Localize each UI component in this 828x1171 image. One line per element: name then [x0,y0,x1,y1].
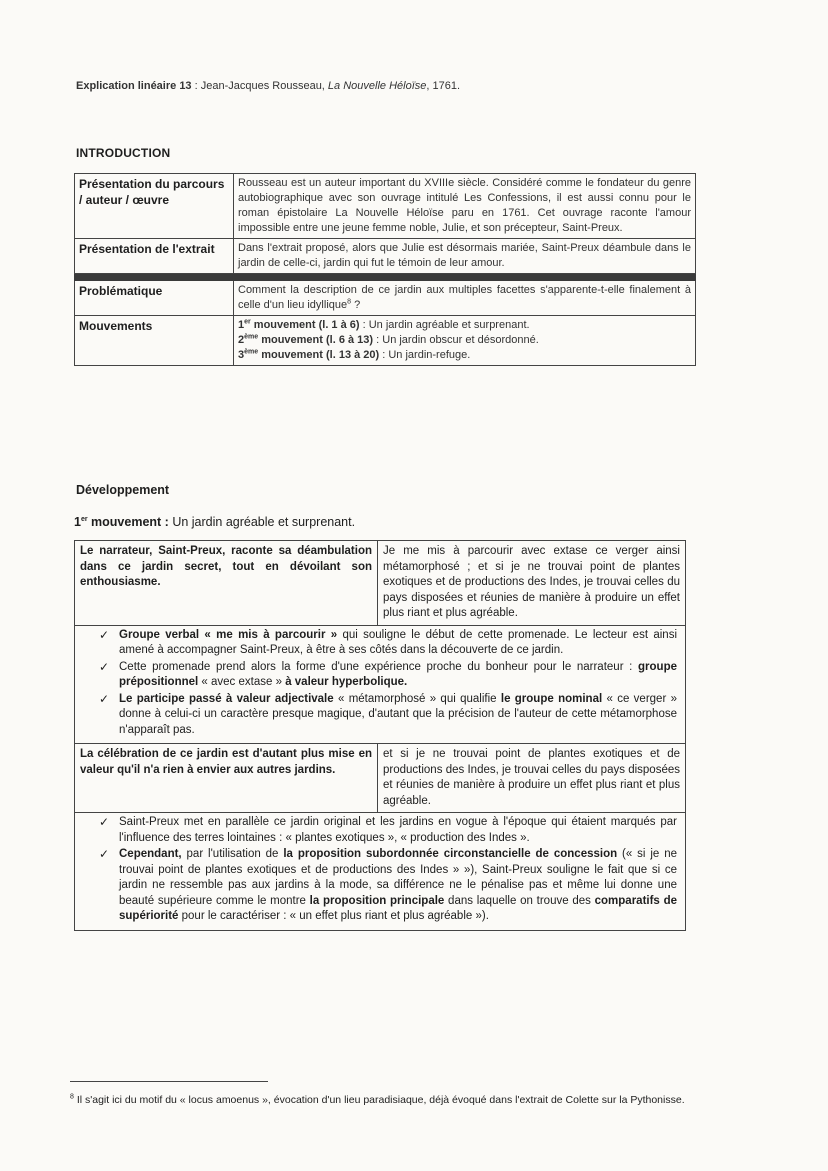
row-text: Rousseau est un auteur important du XVIIIe siècle. Considéré comme le fondateur du genre autobiographique avec son ouvrage intitulé Les Confessions, il est aussi connu pour le roman épistolaire La Nouvelle Héloïse paru en 1761. Cet ouvrage raconte l'amour impossible entre une jeune femme noble, Julie, et son précepteur, Saint-Preux. [234,174,696,239]
item-text: « avec extase » [198,676,286,688]
dark-band-row [75,274,696,281]
table-row [75,281,696,316]
row-label: Problématique [75,281,234,316]
table-row [75,316,696,366]
checkmark-icon: ✓ [99,815,110,829]
movement-text: : Un jardin obscur et désordonné. [373,334,539,346]
item-text: Saint-Preux met en parallèle ce jardin original et les jardins en vogue à l'époque qui étaient marqués par l'influence des terres lointaines : « plantes exotiques », « production des Indes ». [119,816,677,844]
row-text: Dans l'extrait proposé, alors que Julie est désormais mariée, Saint-Preux déambule dans le jardin de celle-ci, jardin qui fut le témoin de leur amour. [234,239,696,274]
list-item [85,692,677,739]
bullet-list [85,815,677,925]
analysis-claim: Le narrateur, Saint-Preux, raconte sa déambulation dans ce jardin secret, tout en dévoilant son enthousiasme. [75,541,378,626]
analysis-bullets [75,625,686,744]
movement-text: Un jardin agréable et surprenant. [168,515,356,529]
checkmark-icon: ✓ [99,659,110,674]
table-row [75,541,686,626]
problematic-text: Comment la description de ce jardin aux multiples facettes s'apparente-t-elle finalement à celle d'un lieu idyllique [238,284,691,311]
movement-head: mouvement (l. 1 à 6) [250,319,360,331]
table-row [75,239,696,274]
analysis-table [74,540,686,931]
footnote-text: Il s'agit ici du motif du « locus amoenus », évocation d'un lieu paradisiaque, déjà évoqué dans l'extrait de Colette sur la Pythonisse. [73,1094,685,1106]
movement-num: 2 [238,334,245,346]
movement-num: 1 [74,515,81,529]
bold-text: la proposition principale [309,894,445,907]
bullet-list [85,628,677,739]
dark-band [234,274,696,281]
list-item [85,660,677,691]
movement-num: 3 [238,349,245,361]
item-text: (« si je ne trouvai point de plantes exotiques et de productions des Indes » »), Saint-Preux souligne le fait que si ce jardin ne ressemble pas aux jardins à la mode, sa différence ne le pénalise pas et même lui donne une beauté supérieure comme le montre [119,848,678,907]
movement-sup: ème [244,333,259,341]
development-heading: Développement [76,483,170,497]
movement-sup: ème [244,348,259,356]
footnote-ref: 8 [347,298,352,306]
item-text: qui souligne le début de cette promenade. Le lecteur est ainsi amené à accompagner Saint-Preux, à être à ses côtés dans la découverte de ce jardin. [119,628,677,656]
table-row [75,174,696,239]
movement-item [238,333,691,348]
item-text: « métamorphosé » qui qualifie [333,692,501,705]
row-label: Présentation de l'extrait [75,239,234,274]
table-row [75,813,686,931]
movements-list [234,316,696,366]
document-title [76,80,696,92]
introduction-heading: INTRODUCTION [76,146,171,160]
checkmark-icon: ✓ [99,691,110,706]
bold-text: Groupe verbal « me mis à parcourir » [119,628,338,641]
analysis-quote: et si je ne trouvai point de plantes exotiques et de productions des Indes, je trouvai celles du pays disposées et réunies de manière à produire un effet plus riant et plus agréable. [378,744,686,813]
movement-text: : Un jardin agréable et surprenant. [359,319,530,331]
table-row [75,744,686,813]
checkmark-icon: ✓ [99,847,110,861]
title-year: , 1761. [426,80,461,92]
movement-num: 1 [238,319,245,331]
bold-text: groupe prépositionnel [119,660,677,688]
list-item [85,847,677,925]
movement-sup: er [80,515,88,523]
list-item [85,628,677,659]
row-label: Mouvements [75,316,234,366]
movement-head: mouvement (l. 13 à 20) [258,349,380,361]
table-row [75,625,686,744]
title-work: La Nouvelle Héloïse [327,80,427,92]
bold-text: le groupe nominal [500,692,603,705]
analysis-claim: La célébration de ce jardin est d'autant plus mise en valeur qu'il n'a rien à envier aux autres jardins. [75,744,378,813]
item-text: Cette promenade prend alors la forme d'une expérience proche du bonheur pour le narrateur : [119,660,639,673]
item-text: pour le caractériser : « un effet plus riant et plus agréable »). [178,910,489,922]
movement-item [238,348,691,363]
title-author: Jean-Jacques Rousseau, [200,80,328,92]
row-text [234,281,696,316]
movement-title [74,515,355,529]
bold-text: comparatifs de supériorité [119,894,677,922]
movement-head: mouvement (l. 6 à 13) [258,334,374,346]
movement-text: : Un jardin-refuge. [379,349,471,361]
checkmark-icon: ✓ [99,627,110,642]
dark-band [75,274,234,281]
item-text: par l'utilisation de [181,848,284,860]
item-text: « ce verger » donne à celui-ci un caractère presque magique, d'autant que la précision de l'auteur de cette métamorphose n'apparaît pas. [119,692,677,736]
title-label: Explication linéaire 13 [76,80,192,92]
bold-text: la proposition subordonnée circonstancielle de concession [283,848,618,860]
introduction-table [74,173,696,366]
item-text: dans laquelle on trouve des [444,894,595,907]
bold-text: Le participe passé à valeur adjectivale [119,692,334,705]
analysis-bullets [75,813,686,931]
problematic-tail: ? [351,299,361,311]
analysis-quote: Je me mis à parcourir avec extase ce verger ainsi métamorphosé ; et si je ne trouvai point de plantes exotiques et de productions des Indes, je trouvai celles du pays disposées et réunies de manière à produire un effet plus riant et plus agréable. [378,541,686,626]
list-item [85,815,677,846]
bold-text: à valeur hyperbolique. [285,676,408,688]
bold-text: Cependant, [119,848,182,860]
footnote [70,1093,750,1108]
footnote-divider [70,1081,268,1082]
movement-head: mouvement : [87,515,169,529]
movement-sup: er [244,318,251,326]
title-separator: : [191,80,201,92]
footnote-num: 8 [70,1093,74,1101]
movement-item [238,318,691,333]
row-label: Présentation du parcours / auteur / œuvre [75,174,234,239]
